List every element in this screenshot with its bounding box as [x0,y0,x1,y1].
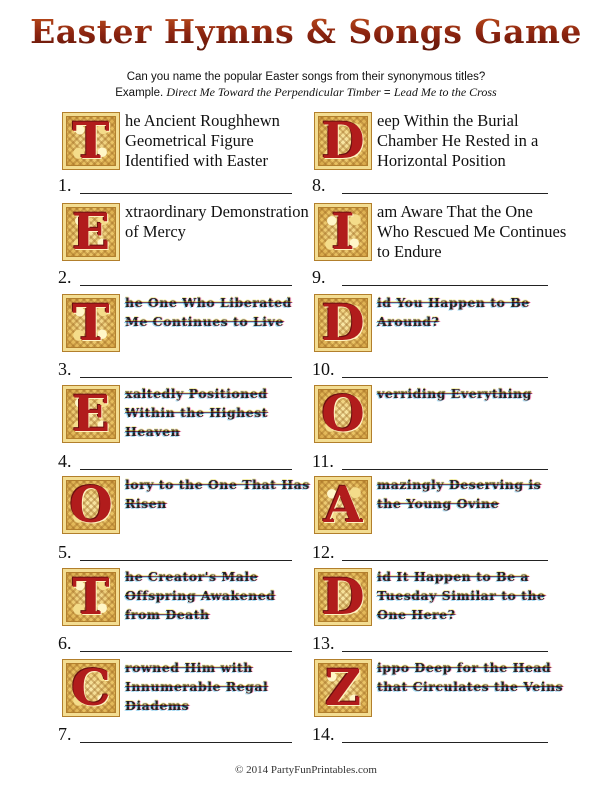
example-answer: Lead Me to the Cross [393,85,497,99]
answer-8[interactable] [312,176,556,198]
answer-line[interactable] [80,377,292,378]
answer-line[interactable] [80,193,292,194]
clue-text: am Aware That the One Who Rescued Me Continues to Endure [377,202,567,261]
illuminated-initial: I [314,203,372,261]
clue-text: xaltedly Positioned Within the Highest Heaven [125,386,268,439]
illuminated-initial: D [314,294,372,352]
answer-number: 10. [312,359,335,379]
instructions-text: Can you name the popular Easter songs from their synonymous titles? [126,71,486,83]
example-label: Example. [115,87,164,99]
illuminated-initial: T [62,294,120,352]
clue-text: eep Within the Burial Chamber He Rested in a Horizontal Position [377,111,539,170]
page-title: Easter Hymns & Songs Game [0,12,612,51]
illuminated-initial: A [314,476,372,534]
illuminated-initial: Z [314,659,372,717]
clue-text: he Creator's Male Offspring Awakened from Death [125,569,276,622]
clue-item-10 [314,294,564,360]
answer-7[interactable] [58,725,298,747]
answer-line[interactable] [342,377,548,378]
answer-line[interactable] [80,742,292,743]
illuminated-initial: T [62,568,120,626]
clue-item-14 [314,659,564,725]
illuminated-initial: C [62,659,120,717]
illuminated-initial: E [62,203,120,261]
clue-text: rowned Him with Innumerable Regal Diadems [125,660,269,713]
answer-line[interactable] [342,742,548,743]
answer-line[interactable] [342,560,548,561]
answer-line[interactable] [80,560,292,561]
clue-text: xtraordinary Demonstration of Mercy [125,202,309,241]
answer-line[interactable] [80,469,292,470]
clue-text: lory to the One That Has Risen [125,477,310,511]
example-equals: = [383,87,391,99]
illuminated-initial: T [62,112,120,170]
clue-text: id You Happen to Be Around? [377,295,530,329]
clue-item-5 [62,476,312,542]
illuminated-initial: D [314,112,372,170]
answer-line[interactable] [342,285,548,286]
answer-14[interactable] [312,725,556,747]
answer-number: 11. [312,451,334,471]
clue-item-13 [314,568,564,634]
answer-number: 1. [58,175,72,195]
answer-number: 4. [58,451,72,471]
instructions [0,70,612,101]
illuminated-initial: O [314,385,372,443]
illuminated-initial: O [62,476,120,534]
clue-item-12 [314,476,564,542]
answer-number: 2. [58,267,72,287]
answer-3[interactable] [58,360,298,382]
answer-1[interactable] [58,176,298,198]
clue-item-4 [62,385,312,451]
example-clue: Direct Me Toward the Perpendicular Timber [166,85,381,99]
answer-number: 3. [58,359,72,379]
clue-text: verriding Everything [377,386,532,401]
clue-item-9 [314,202,567,269]
clue-text: ippo Deep for the Head that Circulates the Veins [377,660,564,694]
clue-text: mazingly Deserving is the Young Ovine [377,477,542,511]
clue-item-1 [62,112,312,178]
clue-text: he One Who Liberated Me Continues to Live [125,295,292,329]
answer-2[interactable] [58,268,298,290]
answer-line[interactable] [80,651,292,652]
answer-12[interactable] [312,543,556,565]
clue-text: id It Happen to Be a Tuesday Similar to the One Here? [377,569,546,622]
answer-4[interactable] [58,452,298,474]
clue-item-11 [314,385,564,451]
answer-10[interactable] [312,360,556,382]
illuminated-initial: E [62,385,120,443]
answer-number: 13. [312,633,335,653]
answer-line[interactable] [342,469,548,470]
clue-item-6 [62,568,312,634]
answer-number: 8. [312,175,326,195]
clue-item-7 [62,659,312,725]
answer-line[interactable] [342,651,548,652]
answer-line[interactable] [342,193,548,194]
answer-5[interactable] [58,543,298,565]
answer-number: 12. [312,542,335,562]
answer-number: 14. [312,724,335,744]
answer-11[interactable] [312,452,556,474]
answer-6[interactable] [58,634,298,656]
answer-number: 6. [58,633,72,653]
answer-line[interactable] [80,285,292,286]
answer-number: 9. [312,267,326,287]
answer-13[interactable] [312,634,556,656]
clue-text: he Ancient Roughhewn Geometrical Figure Identified with Easter [125,111,280,170]
answer-number: 5. [58,542,72,562]
clue-item-8 [314,112,564,178]
clue-item-2 [62,203,312,269]
illuminated-initial: D [314,568,372,626]
answer-9[interactable] [312,268,556,290]
copyright-footer: © 2014 PartyFunPrintables.com [235,764,377,776]
answer-number: 7. [58,724,72,744]
clue-item-3 [62,294,312,360]
example-line [0,85,612,101]
